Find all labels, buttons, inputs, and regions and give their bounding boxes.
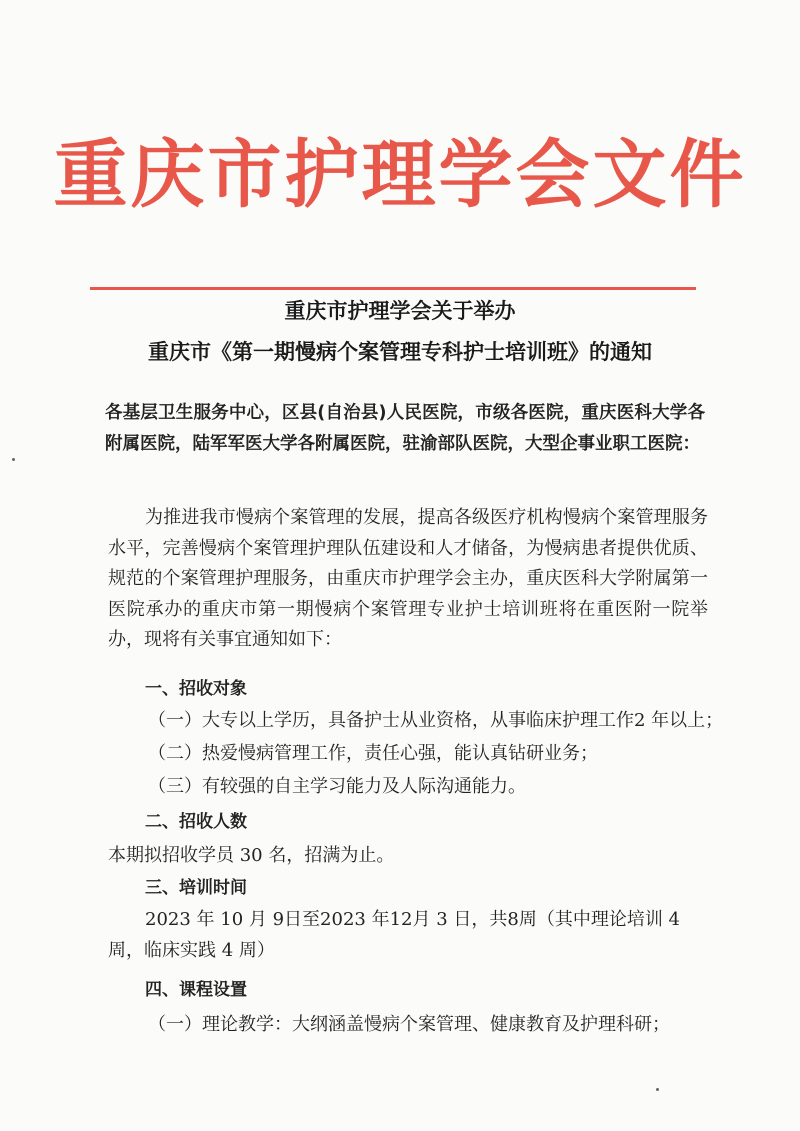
section-4-heading: 四、课程设置 bbox=[145, 980, 247, 1000]
section-3-heading: 三、培训时间 bbox=[145, 878, 247, 898]
notice-title-line-1: 重庆市护理学会关于举办 bbox=[284, 298, 516, 323]
section-1-heading: 一、招收对象 bbox=[145, 679, 247, 699]
section-1-item-2: （二）热爱慢病管理工作，责任心强，能认真钻研业务； bbox=[148, 743, 598, 764]
section-1-item-3: （三）有较强的自主学习能力及人际沟通能力。 bbox=[148, 776, 526, 797]
addressee: 各基层卫生服务中心，区县(自治县)人民医院，市级各医院，重庆医科大学各附属医院，陆军军医大学各附属医院，驻渝部队医院，大型企事业职工医院： bbox=[105, 403, 705, 454]
masthead-title: 重庆市护理学会文件 bbox=[53, 132, 747, 218]
scan-speck bbox=[656, 1088, 659, 1091]
scan-speck bbox=[12, 458, 15, 461]
notice-title-line-2: 重庆市《第一期慢病个案管理专科护士培训班》的通知 bbox=[148, 339, 652, 364]
section-2-heading: 二、招收人数 bbox=[145, 812, 247, 832]
red-divider-line bbox=[90, 287, 696, 290]
section-1-item-1: （一）大专以上学历，具备护士从业资格，从事临床护理工作2 年以上； bbox=[148, 710, 724, 731]
section-4-item-1: （一）理论教学：大纲涵盖慢病个案管理、健康教育及护理科研； bbox=[148, 1014, 670, 1035]
section-2-text: 本期拟招收学员 30 名，招满为止。 bbox=[108, 845, 395, 866]
intro-paragraph: 为推进我市慢病个案管理的发展，提高各级医疗机构慢病个案管理服务水平，完善慢病个案管理护理队伍建设和人才储备，为慢病患者提供优质、规范的个案管理护理服务，由重庆市护理学会主办，重庆医科大学附属第一医院承办的重庆市第一期慢病个案管理专业护士培训班将在重医附一院举办，现将有关事宜通知如下： bbox=[108, 507, 708, 650]
section-3-text: 2023 年 10 月 9日至2023 年12月 3 日，共8周（其中理论培训 4 周，临床实践 4 周） bbox=[108, 909, 681, 961]
